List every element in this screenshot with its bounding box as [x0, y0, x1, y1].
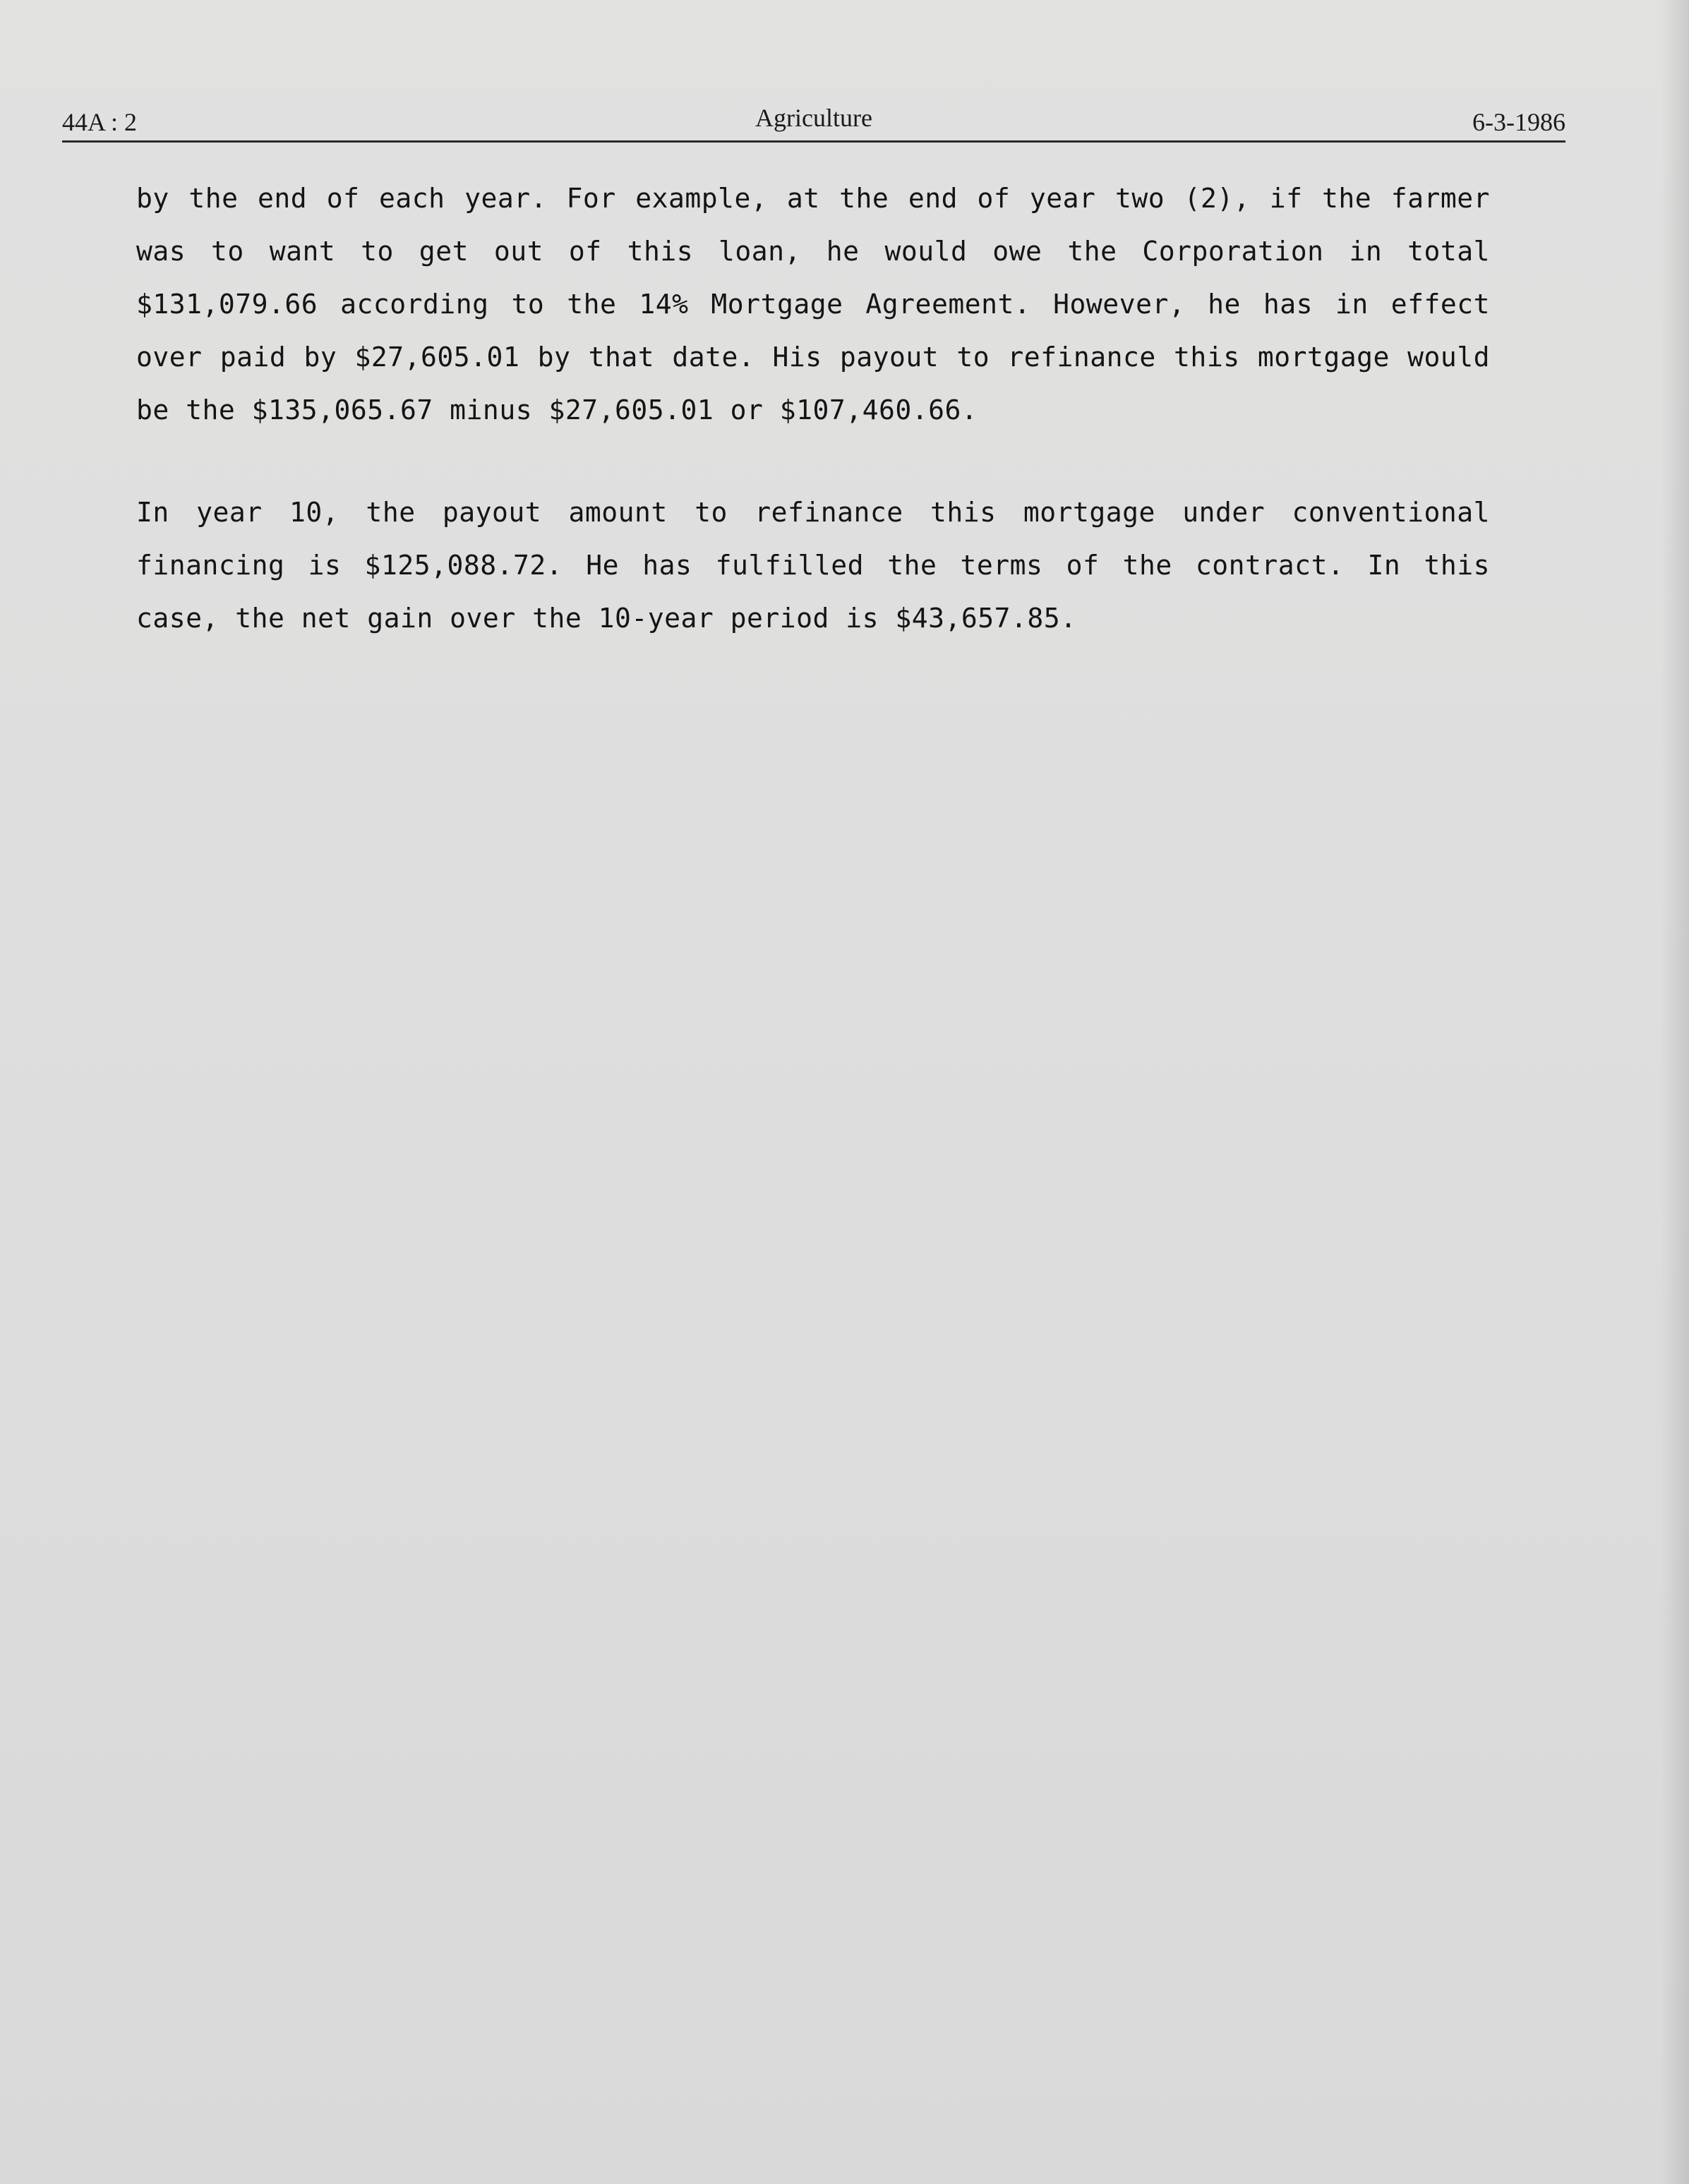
- running-header: [62, 103, 1565, 140]
- section-title: Agriculture: [755, 104, 872, 132]
- bleed-through-texture: [136, 621, 1490, 1997]
- header-date: 6-3-1986: [1472, 108, 1565, 136]
- page-number: 44A : 2: [62, 108, 138, 136]
- header-rule: [62, 140, 1565, 143]
- paragraph-2: In year 10, the payout amount to refinance this mortgage under conventional financing is $125,088.72. He has fulfilled the terms of the contract. In this case, the net gain over the 10-year period is $43,657.85.: [136, 497, 1490, 634]
- paragraph-1: by the end of each year. For example, at the end of year two (2), if the farmer was to want to get out of this loan, he would owe the Corporation in total $131,079.66 according to the 14% Mortgage Agreement. However, he has in effect over paid by $27,605.01 by that date. His payout to refinance this mortgage would be the $135,065.67 minus $27,605.01 or $107,460.66.: [136, 183, 1490, 426]
- page-edge-shadow: [1661, 0, 1689, 2184]
